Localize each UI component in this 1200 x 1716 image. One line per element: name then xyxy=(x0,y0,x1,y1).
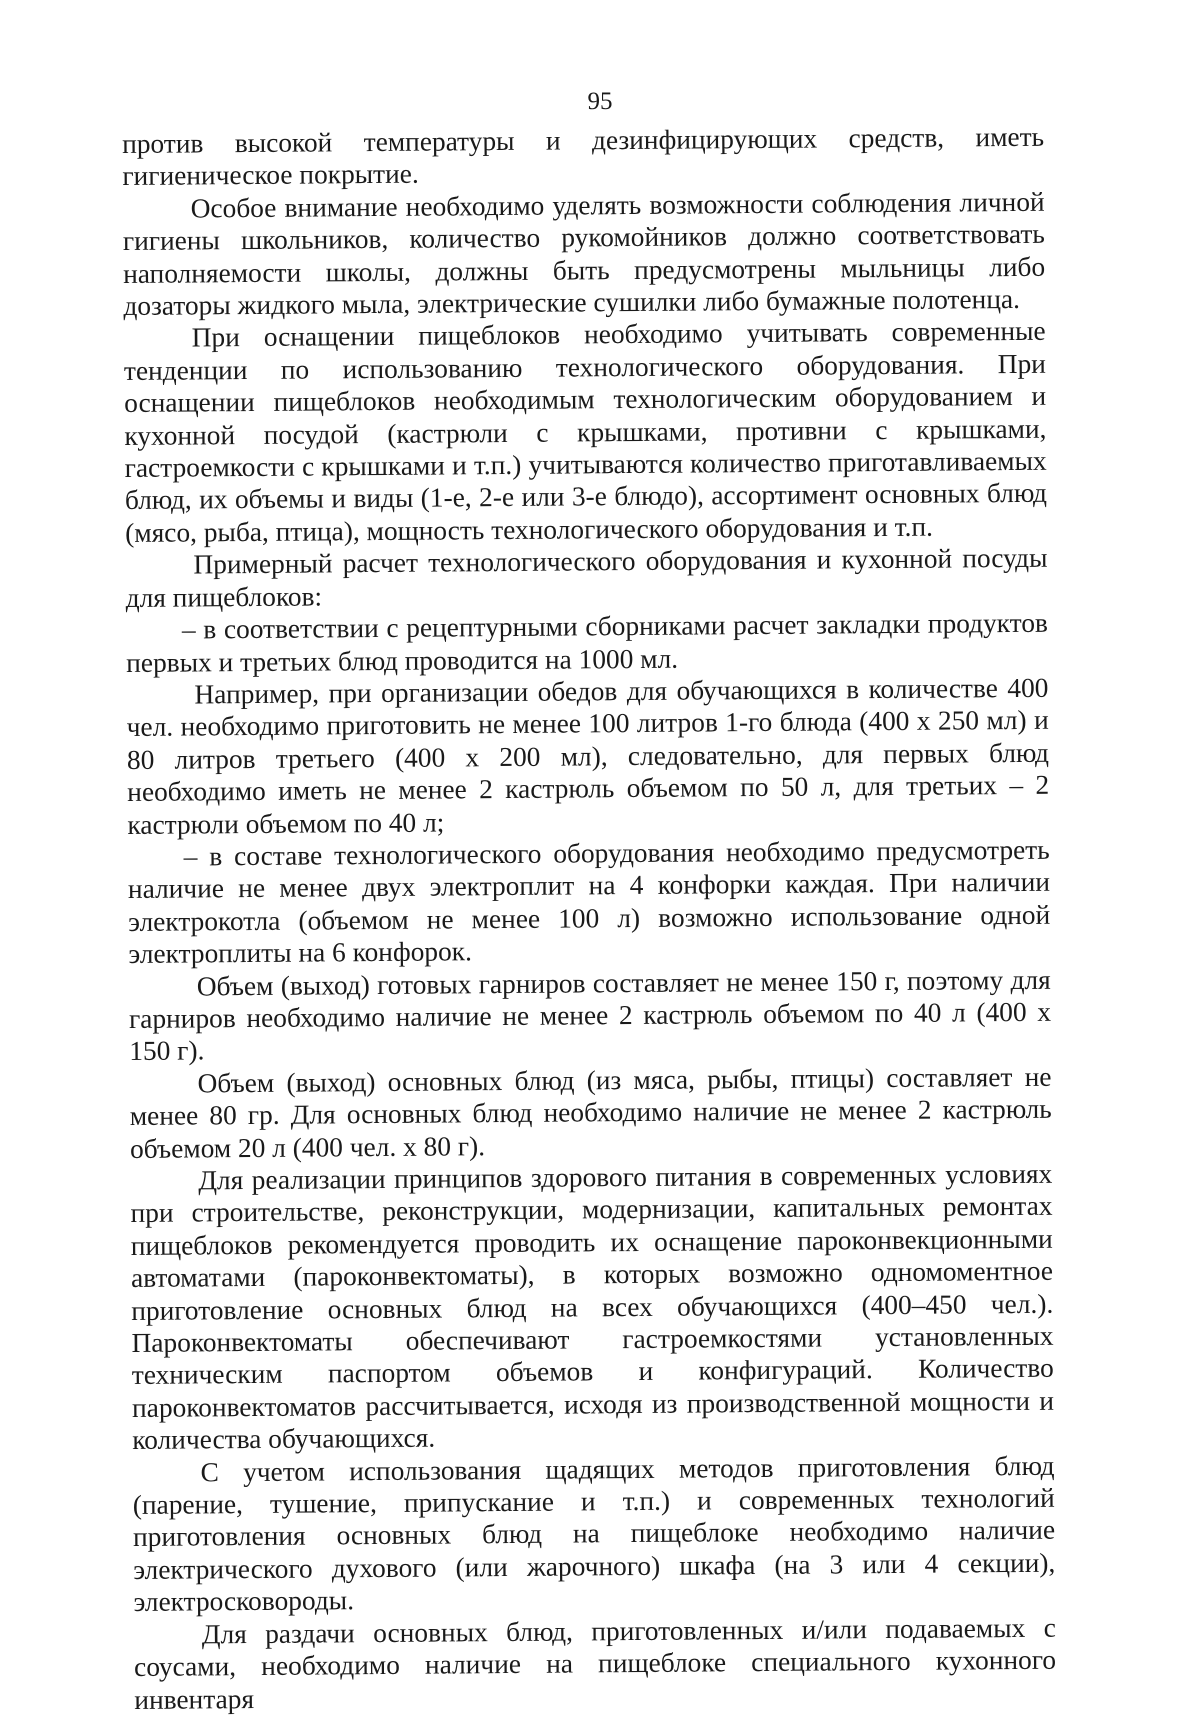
paragraph: Объем (выход) готовых гарниров составляет не менее 150 г, поэтому для гарниров необходимо наличие не менее 2 кастрюль объемом по 40 л (400 х 150 г). xyxy=(128,964,1052,1067)
paragraph: Объем (выход) основных блюд (из мяса, рыбы, птицы) составляет не менее 80 гр. Для основных блюд необходимо наличие не менее 2 кастрюль объемом 20 л (400 чел. х 80 г). xyxy=(129,1061,1052,1164)
paragraph: С учетом использования щадящих методов приготовления блюд (парение, тушение, припускание и т.п.) и современных технологий приготовления основных блюд на пищеблоке необходимо наличие электрического духового (или жарочного) шкафа (на 3 или 4 секции), электросковороды. xyxy=(132,1450,1056,1618)
paragraph: Например, при организации обедов для обучающихся в количестве 400 чел. необходимо приготовить не менее 100 литров 1-го блюда (400 х 250 мл) и 80 литров третьего (400 х 200 мл), следовательно, для первых блюд необходимо иметь не менее 2 кастрюль объемом по 50 л, для третьих – 2 кастрюли объемом по 40 л; xyxy=(126,672,1050,840)
paragraph: При оснащении пищеблоков необходимо учитывать современные тенденции по использованию технологического оборудования. При оснащении пищеблоков необходимым технологическим оборудованием и кухонной посудой (кастрюли с крышками, противни с крышками, гастроемкости с крышками и т.п.) учитываются количество приготавливаемых блюд, их объемы и виды (1-е, 2-е или 3-е блюдо), ассортимент основных блюд (мясо, рыба, птица), мощность технологического оборудования и т.п. xyxy=(123,316,1048,548)
paragraph: Для реализации принципов здорового питания в современных условиях при строительстве, реконструкции, модернизации, капитальных ремонтах пищеблоков рекомендуется проводить их оснащение пароконвекционными автоматами (пароконвектоматы), в которых возможно одномоментное приготовление основных блюд на всех обучающихся (400–450 чел.). Пароконвектоматы обеспечивают гастроемкостями установленных техническим паспортом объемов и конфигураций. Количество пароконвектоматов рассчитывается, исходя из производственной мощности и количества обучающихся. xyxy=(130,1158,1055,1456)
page-number: 95 xyxy=(587,88,613,115)
document-body xyxy=(122,121,1056,1716)
paragraph: Особое внимание необходимо уделять возможности соблюдения личной гигиены школьников, количество рукомойников должно соответствовать наполняемости школы, должны быть предусмотрены мыльницы либо дозаторы жидкого мыла, электрические сушилки либо бумажные полотенца. xyxy=(122,186,1046,322)
paragraph: Для раздачи основных блюд, приготовленных и/или подаваемых с соусами, необходимо наличие на пищеблоке специального кухонного инвентаря xyxy=(133,1612,1057,1715)
paragraph: против высокой температуры и дезинфицирующих средств, иметь гигиеническое покрытие. xyxy=(122,121,1045,192)
list-item: – в составе технологического оборудования необходимо предусмотреть наличие не менее двух электроплит на 4 конфорки каждая. При наличии электрокотла (объемом не менее 100 л) возможно использование одной электроплиты на 6 конфорок. xyxy=(127,834,1051,970)
list-item: – в соответствии с рецептурными сборниками расчет закладки продуктов первых и третьих блюд проводится на 1000 мл. xyxy=(126,607,1049,678)
paragraph: Примерный расчет технологического оборудования и кухонной посуды для пищеблоков: xyxy=(125,543,1048,613)
